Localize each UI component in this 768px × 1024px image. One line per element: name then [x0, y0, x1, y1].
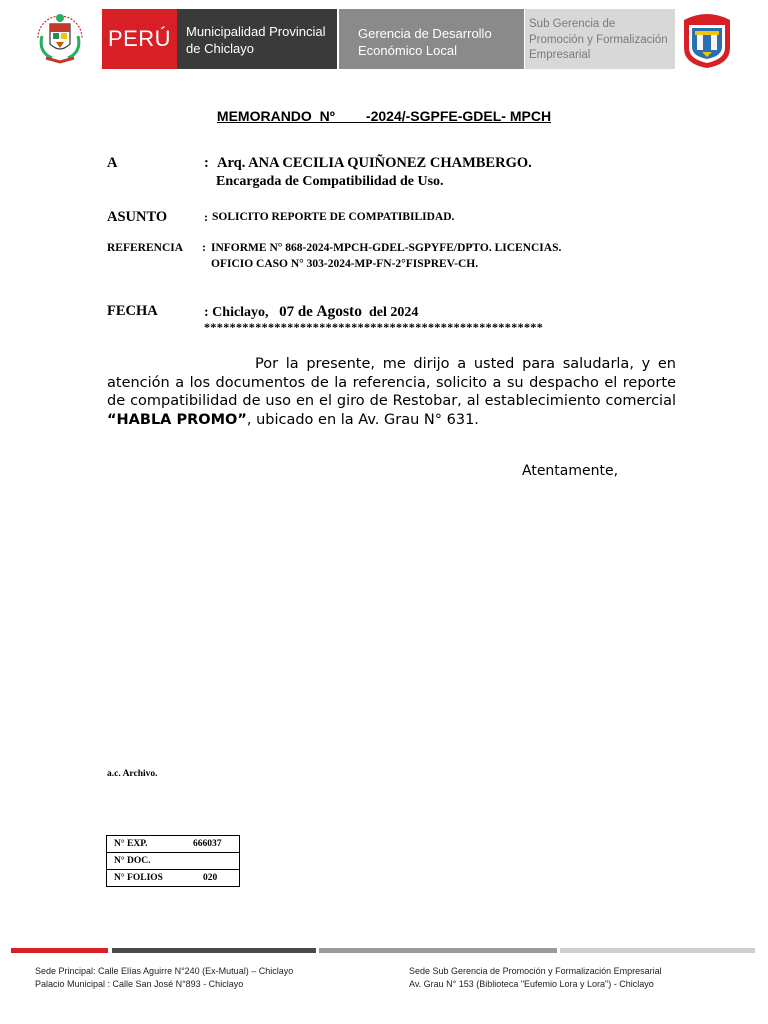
- footer-right-line-1: Sede Sub Gerencia de Promoción y Formalización Empresarial: [409, 966, 662, 976]
- municipality-line-1: Municipalidad Provincial: [186, 24, 326, 39]
- exp-value: 666037: [193, 839, 222, 849]
- reference-1: INFORME N° 868-2024-MPCH-GDEL-SGPYFE/DPTO. LICENCIAS.: [211, 242, 562, 254]
- table-row: [107, 836, 240, 853]
- footer-left-line-1: Sede Principal: Calle Elías Aguirre N°240 (Ex-Mutual) – Chiclayo: [35, 966, 294, 976]
- peru-brand-box: [102, 9, 177, 69]
- reference-colon: :: [202, 242, 206, 254]
- folios-label: N° FOLIOS: [114, 873, 163, 883]
- date-line: : Chiclayo, 07 de Agosto del 2024: [204, 303, 419, 320]
- date-label: FECHA: [107, 303, 158, 319]
- subject-text: SOLICITO REPORTE DE COMPATIBILIDAD.: [212, 211, 455, 223]
- footer-left-line-2: Palacio Municipal : Calle San José N°893 - Chiclayo: [35, 979, 244, 989]
- subgerencia-box: [525, 9, 675, 69]
- date-month: Agosto: [316, 303, 362, 320]
- municipal-seal-icon: [680, 8, 734, 70]
- letterhead: [0, 0, 768, 78]
- memo-body: [107, 355, 676, 429]
- exp-label: N° EXP.: [114, 839, 148, 849]
- date-city: Chiclayo,: [212, 305, 269, 320]
- table-row: [107, 853, 240, 870]
- to-colon: :: [204, 155, 209, 171]
- file-info-table: [106, 835, 240, 887]
- cc-archive: a.c. Archivo.: [107, 769, 158, 779]
- municipality-line-2: de Chiclayo: [186, 41, 254, 56]
- footer-address-left: [35, 965, 293, 991]
- reference-label: REFERENCIA: [107, 242, 184, 254]
- reference-2: OFICIO CASO N° 303-2024-MP-FN-2°FISPREV-CH.: [211, 258, 479, 270]
- footer-stripe-mid: [319, 948, 557, 953]
- separator-line: *****************************************************: [204, 320, 544, 334]
- body-text-2: , ubicado en la Av. Grau N° 631.: [246, 411, 479, 428]
- subgerencia-line-3: Empresarial: [529, 49, 591, 61]
- to-label: A: [107, 155, 118, 171]
- date-year: del 2024: [368, 305, 419, 320]
- subgerencia-line-2: Promoción y Formalización: [529, 33, 668, 46]
- coat-of-arms-icon: [28, 8, 92, 68]
- memo-title: MEMORANDO Nº -2024/-SGPFE-GDEL- MPCH: [216, 108, 552, 124]
- subject-label: ASUNTO: [107, 209, 168, 225]
- doc-label: N° DOC.: [114, 856, 151, 866]
- gerencia-line-2: Económico Local: [358, 43, 457, 58]
- table-cell: [107, 853, 240, 870]
- body-text-1: Por la presente, me dirijo a usted para saludarla, y en atención a los documentos de la referencia, solicito a su despacho el reporte de compatibilidad de uso en el giro de Restobar, al establecimiento comercial: [107, 356, 676, 409]
- to-name: Arq. ANA CECILIA QUIÑONEZ CHAMBERGO.: [217, 155, 532, 171]
- municipality-box: [177, 9, 337, 69]
- subject-colon: :: [204, 210, 208, 224]
- table-cell: [107, 870, 240, 887]
- to-role: Encargada de Compatibilidad de Uso.: [216, 174, 444, 189]
- table-row: [107, 870, 240, 887]
- closing: Atentamente,: [522, 463, 619, 479]
- peru-label: PERÚ: [107, 26, 172, 51]
- footer-stripe-dark: [112, 948, 316, 953]
- gerencia-line-1: Gerencia de Desarrollo: [358, 26, 492, 41]
- business-name: “HABLA PROMO”: [107, 411, 247, 428]
- footer-stripes: [11, 948, 755, 954]
- footer-right-line-2: Av. Grau N° 153 (Biblioteca "Eufemio Lora y Lora") - Chiclayo: [409, 979, 654, 989]
- table-cell: [107, 836, 240, 853]
- footer-stripe-light: [560, 948, 755, 953]
- footer-stripe-red: [11, 948, 108, 953]
- gerencia-box: [339, 9, 524, 69]
- folios-value: 020: [203, 873, 218, 883]
- footer-address-right: [409, 965, 662, 991]
- date-day: 07 de: [279, 304, 313, 320]
- subgerencia-line-1: Sub Gerencia de: [529, 18, 616, 30]
